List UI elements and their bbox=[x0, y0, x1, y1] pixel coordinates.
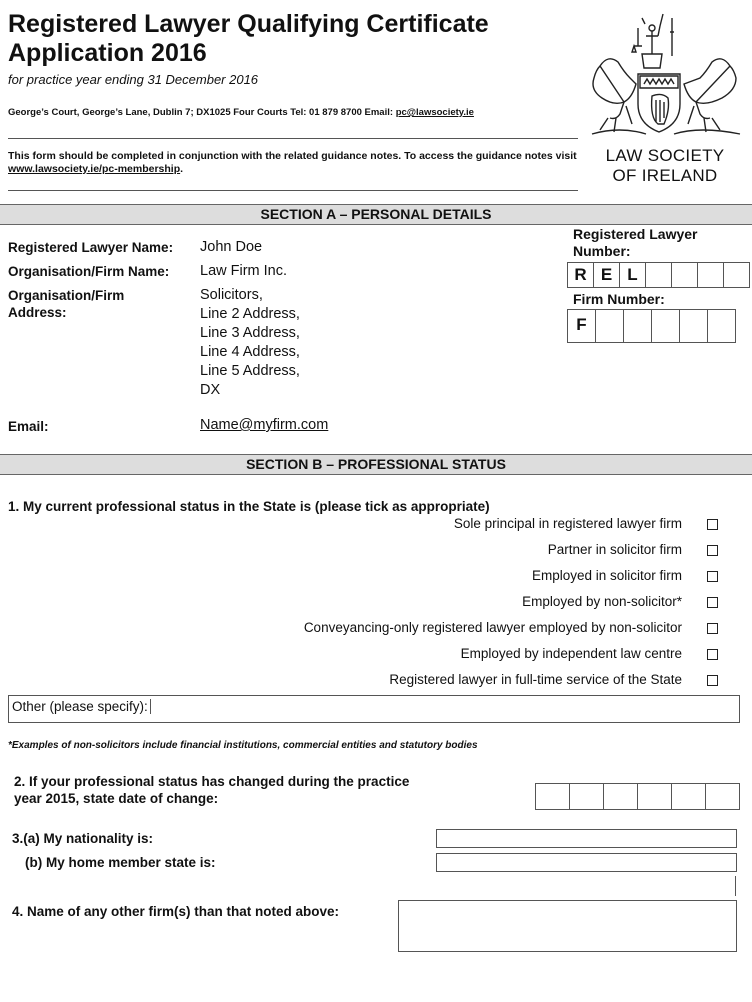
question-1-label: 1. My current professional status in the State is (please tick as appropriate) bbox=[8, 499, 490, 514]
reg-number-label-line-1: Registered Lawyer bbox=[573, 226, 698, 242]
divider bbox=[8, 190, 578, 191]
firm-number-cell[interactable] bbox=[651, 309, 680, 343]
section-a-header: SECTION A – PERSONAL DETAILS bbox=[0, 204, 752, 225]
question-2-line-1: 2. If your professional status has changed during the practice bbox=[14, 774, 410, 789]
question-3b-label: (b) My home member state is: bbox=[25, 855, 216, 870]
title-line-2: Application 2016 bbox=[8, 39, 207, 67]
law-society-crest-icon bbox=[580, 6, 750, 144]
logo-text bbox=[590, 146, 740, 186]
question-3a-label: 3.(a) My nationality is: bbox=[12, 831, 154, 846]
status-option-checkbox[interactable] bbox=[707, 623, 718, 634]
other-status-label: Other (please specify): bbox=[12, 699, 151, 714]
firm-address-label-line-2: Address: bbox=[8, 305, 67, 320]
firm-number-cell[interactable] bbox=[679, 309, 708, 343]
firm-address-value[interactable] bbox=[200, 286, 300, 400]
firm-address-label-line-1: Organisation/Firm bbox=[8, 288, 125, 303]
other-firms-field[interactable] bbox=[398, 900, 737, 952]
contact-line bbox=[8, 107, 474, 118]
divider bbox=[735, 876, 736, 896]
reg-number-cell[interactable]: R bbox=[567, 262, 594, 288]
status-option-label: Registered lawyer in full-time service of the State bbox=[389, 672, 682, 687]
status-option-checkbox[interactable] bbox=[707, 597, 718, 608]
form-title bbox=[8, 10, 568, 68]
status-option-label: Employed by non-solicitor* bbox=[522, 594, 682, 609]
lawyer-name-value[interactable]: John Doe bbox=[200, 239, 263, 255]
lawyer-name-label: Registered Lawyer Name: bbox=[8, 240, 174, 255]
status-option-checkbox[interactable] bbox=[707, 571, 718, 582]
reg-number-cell[interactable]: L bbox=[619, 262, 646, 288]
address-line: DX bbox=[200, 382, 221, 398]
firm-number-cell[interactable] bbox=[595, 309, 624, 343]
firm-name-value[interactable]: Law Firm Inc. bbox=[200, 263, 288, 279]
home-member-state-field[interactable] bbox=[436, 853, 737, 872]
divider bbox=[8, 138, 578, 139]
firm-name-label: Organisation/Firm Name: bbox=[8, 264, 170, 279]
contact-email-link[interactable]: pc@lawsociety.ie bbox=[395, 107, 474, 118]
reg-number-cell[interactable] bbox=[671, 262, 698, 288]
firm-address-label bbox=[8, 287, 124, 321]
reg-number-label-line-2: Number: bbox=[573, 243, 631, 259]
guidance-note-text: This form should be completed in conjunction with the related guidance notes. To access the guidance notes visit bbox=[8, 150, 577, 162]
email-label: Email: bbox=[8, 419, 49, 434]
reg-number-cell[interactable] bbox=[645, 262, 672, 288]
firm-number-label: Firm Number: bbox=[573, 291, 665, 307]
status-option-label: Conveyancing-only registered lawyer employed by non-solicitor bbox=[303, 620, 682, 635]
nationality-field[interactable] bbox=[436, 829, 737, 848]
firm-number-boxes[interactable] bbox=[567, 309, 735, 343]
guidance-note-end: . bbox=[180, 163, 184, 175]
reg-number-cell[interactable]: E bbox=[593, 262, 620, 288]
reg-number-boxes[interactable] bbox=[567, 262, 749, 288]
status-option-label: Employed in solicitor firm bbox=[531, 568, 682, 583]
footnote: *Examples of non-solicitors include financial institutions, commercial entities and statutory bodies bbox=[8, 740, 478, 751]
logo-line-1: LAW SOCIETY bbox=[605, 146, 725, 165]
address-line: Solicitors, bbox=[200, 287, 263, 303]
title-line-1: Registered Lawyer Qualifying Certificate bbox=[8, 10, 489, 38]
date-cell[interactable] bbox=[569, 783, 604, 810]
date-cell[interactable] bbox=[603, 783, 638, 810]
date-cell[interactable] bbox=[637, 783, 672, 810]
status-option-label: Employed by independent law centre bbox=[460, 646, 682, 661]
address-line: Line 2 Address, bbox=[200, 306, 300, 322]
firm-number-cell[interactable]: F bbox=[567, 309, 596, 343]
status-option-label: Sole principal in registered lawyer firm bbox=[453, 516, 682, 531]
firm-number-cell[interactable] bbox=[623, 309, 652, 343]
firm-number-cell[interactable] bbox=[707, 309, 736, 343]
question-2-label bbox=[14, 773, 409, 807]
contact-address: George’s Court, George’s Lane, Dublin 7; DX1025 Four Courts Tel: 01 879 8700 Email: bbox=[8, 107, 396, 118]
status-change-date-boxes[interactable] bbox=[535, 783, 739, 810]
question-4-label: 4. Name of any other firm(s) than that noted above: bbox=[12, 904, 340, 919]
question-2-line-2: year 2015, state date of change: bbox=[14, 791, 219, 806]
guidance-note bbox=[8, 150, 578, 176]
form-subtitle: for practice year ending 31 December 2016 bbox=[8, 72, 259, 87]
address-line: Line 4 Address, bbox=[200, 344, 300, 360]
address-line: Line 5 Address, bbox=[200, 363, 300, 379]
reg-number-label bbox=[573, 226, 698, 260]
date-cell[interactable] bbox=[705, 783, 740, 810]
section-b-header: SECTION B – PROFESSIONAL STATUS bbox=[0, 454, 752, 475]
guidance-link[interactable]: www.lawsociety.ie/pc-membership bbox=[8, 163, 181, 175]
status-option-checkbox[interactable] bbox=[707, 545, 718, 556]
logo-line-2: OF IRELAND bbox=[612, 166, 718, 185]
reg-number-cell[interactable] bbox=[723, 262, 750, 288]
date-cell[interactable] bbox=[535, 783, 570, 810]
reg-number-cell[interactable] bbox=[697, 262, 724, 288]
address-line: Line 3 Address, bbox=[200, 325, 300, 341]
date-cell[interactable] bbox=[671, 783, 706, 810]
email-value[interactable]: Name@myfirm.com bbox=[200, 417, 329, 433]
status-option-checkbox[interactable] bbox=[707, 675, 718, 686]
status-option-checkbox[interactable] bbox=[707, 519, 718, 530]
status-option-checkbox[interactable] bbox=[707, 649, 718, 660]
status-option-label: Partner in solicitor firm bbox=[547, 542, 682, 557]
